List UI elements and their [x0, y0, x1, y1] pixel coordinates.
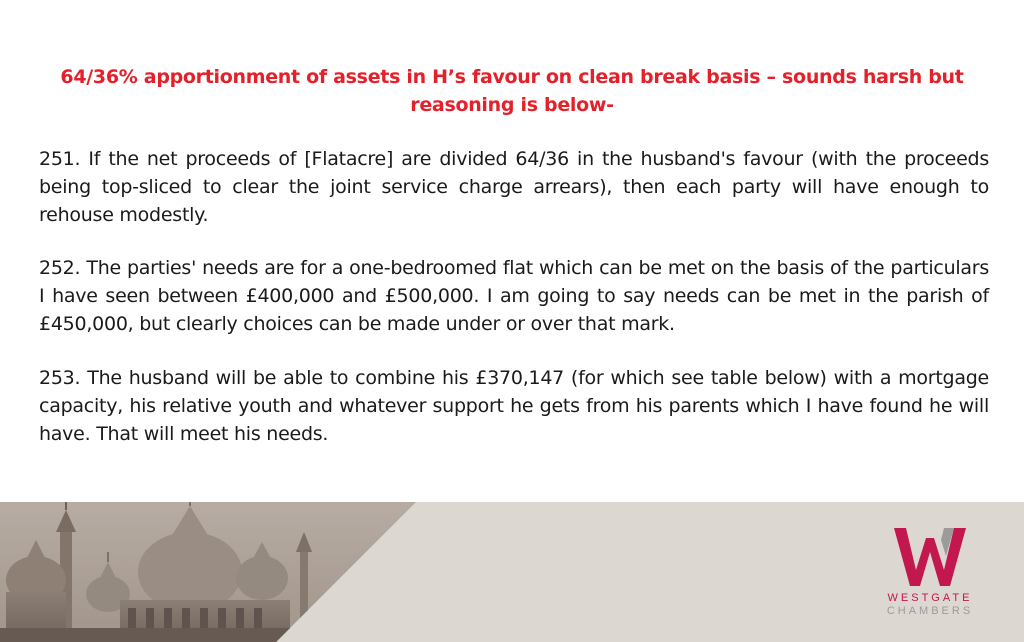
- paragraph-252: 252. The parties' needs are for a one-bedroomed flat which can be met on the basis of the particulars I have seen between £400,000 and £500,000. I am going to say needs can be met in the parish of £450,000, but clearly choices can be made under or over that mark.: [39, 257, 989, 335]
- logo-text-westgate: WESTGATE: [887, 592, 973, 604]
- paragraph-253: 253. The husband will be able to combine his £370,147 (for which see table below) with a mortgage capacity, his relative youth and whatever support he gets from his parents which I have found he will have. That will meet his needs.: [39, 367, 989, 445]
- pavilion-photo: [0, 502, 416, 642]
- logo-text-chambers: CHAMBERS: [886, 605, 974, 617]
- paragraph-251: 251. If the net proceeds of [Flatacre] are divided 64/36 in the husband's favour (with the proceeds being top-sliced to clear the joint service charge arrears), then each party will have enough to rehouse modestly.: [39, 148, 989, 226]
- slide-title: 64/36% apportionment of assets in H’s favour on clean break basis – sounds harsh but reasoning is below-: [60, 66, 964, 116]
- westgate-logo: [880, 526, 980, 618]
- w-logo-icon: [894, 526, 966, 588]
